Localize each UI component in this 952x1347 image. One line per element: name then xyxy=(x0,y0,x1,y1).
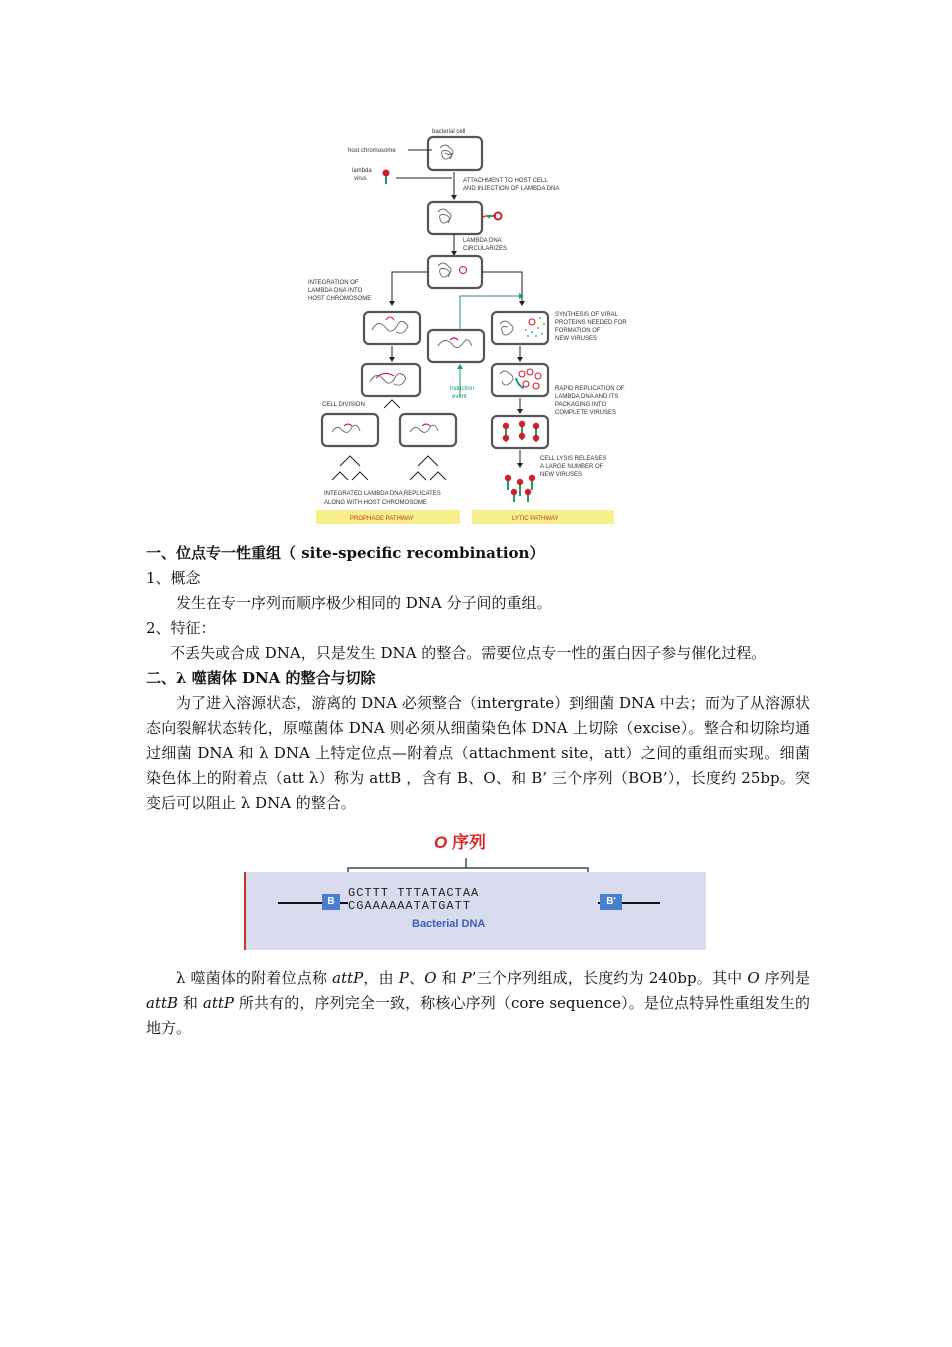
section1-item2-label: 2、特征： xyxy=(146,619,216,637)
label-cell-division: CELL DIVISION xyxy=(322,402,365,408)
label-replic-2: ALONG WITH HOST CHROMOSOME xyxy=(324,500,427,506)
label-induction-1: induction xyxy=(450,386,475,392)
s3-part1: λ 噬菌体的附着位点称 xyxy=(176,969,333,987)
bacterial-cell-3 xyxy=(428,256,482,288)
sequence-bottom-strand: CGAAAAAATATGATT xyxy=(348,899,472,913)
bacterial-cell-2 xyxy=(428,202,482,234)
label-lysis-2: A LARGE NUMBER OF xyxy=(540,464,604,470)
label-host-chromosome: host chromosome xyxy=(348,148,396,154)
label-synth-1: SYNTHESIS OF VIRAL xyxy=(555,312,619,318)
replication-tree-right xyxy=(410,456,446,480)
s3-part2: ，由 xyxy=(363,969,399,987)
injecting-phage-icon xyxy=(487,213,502,220)
lambda-virus-icon xyxy=(383,170,390,185)
label-integ-2: LAMBDA DNA INTO xyxy=(308,288,363,294)
o-sequence-figure xyxy=(244,828,704,950)
label-rapid-1: RAPID REPLICATION OF xyxy=(555,386,625,392)
label-attach-1: ATTACHMENT TO HOST CELL xyxy=(463,178,548,184)
label-replic-1: INTEGRATED LAMBDA DNA REPLICATES xyxy=(324,491,441,497)
sequence-block xyxy=(348,887,598,913)
label-circ-1: LAMBDA DNA xyxy=(463,238,502,244)
o-sequence-title-o: O xyxy=(434,833,448,852)
section1-item1-label: 1、概念 xyxy=(146,569,201,587)
o-sequence-title-rest: 序列 xyxy=(447,833,486,852)
s3-sep1: 、 xyxy=(408,969,425,987)
label-circ-2: CIRCULARIZES xyxy=(463,246,508,252)
s3-O: O xyxy=(424,969,437,987)
label-lysis-3: NEW VIRUSES xyxy=(540,472,583,478)
label-integ-1: INTEGRATION OF xyxy=(308,280,359,286)
label-rapid-2: LAMBDA DNA AND ITS xyxy=(555,394,619,400)
s3-attP: attP xyxy=(332,969,364,987)
induction-cell xyxy=(428,330,484,362)
label-bacterial-cell: bacterial cell xyxy=(432,129,466,135)
sequence-top-strand: GCTTT TTTATACTAA xyxy=(348,886,480,900)
label-lytic-pathway: LYTIC PATHWAY xyxy=(512,516,559,522)
lytic-cell-2 xyxy=(492,364,548,396)
s3-P2: P xyxy=(461,969,472,987)
label-synth-2: PROTEINS NEEDED FOR xyxy=(555,320,627,326)
label-rapid-4: COMPLETE VIRUSES xyxy=(555,410,617,416)
lambda-life-cycle-figure xyxy=(300,120,650,530)
s3-P: P xyxy=(398,969,409,987)
b-site-box: B xyxy=(322,894,340,910)
s3-O2: O xyxy=(747,969,760,987)
section3-paragraph xyxy=(146,966,810,1041)
label-lambda: lambda xyxy=(352,168,372,174)
b-prime-site-box: B' xyxy=(600,894,622,910)
s3-part3: ’三个序列组成，长度约为 240bp。其中 xyxy=(471,969,748,987)
lytic-cell-1 xyxy=(492,312,548,344)
section2-paragraph: 为了进入溶源状态，游离的 DNA 必须整合（intergrate）到细菌 DNA 中去；而为了从溶源状态向裂解状态转化，原噬菌体 DNA 则必须从细菌染色体 DNA 上切除（excise）。整合和切除均通过细菌 DNA 和 λ DNA 上特定位点—附着点（attachment site，att）之间的重组而实现。细菌染色体上的附着点（att λ）称为 attB ，含有 B、O、和 B’ 三个序列（BOB’），长度约 25bp。突变后可以阻止 λ DNA 的整合。 xyxy=(146,694,810,812)
label-attach-2: AND INJECTION OF LAMBDA DNA xyxy=(463,186,560,192)
section2-heading: 二、λ 噬菌体 DNA 的整合与切除 xyxy=(146,669,376,687)
bacterial-dna-caption: Bacterial DNA xyxy=(412,918,486,930)
bacterial-dna-panel xyxy=(244,872,706,950)
section1-item1-text: 发生在专一序列而顺序极少相同的 DNA 分子间的重组。 xyxy=(176,594,552,612)
prophage-cell-1 xyxy=(364,312,420,344)
bacterial-cell-1 xyxy=(428,137,482,170)
label-lysis-1: CELL LYSIS RELEASES xyxy=(540,456,607,462)
released-viruses-icons xyxy=(505,475,535,502)
s3-part5: 所共有的，序列完全一致，称核心序列（core sequence）。是位点特异性重组发生的地方。 xyxy=(146,994,810,1037)
s3-he: 和 xyxy=(436,969,462,987)
label-virus: virus xyxy=(354,176,367,182)
label-rapid-3: PACKAGING INTO xyxy=(555,402,607,408)
label-synth-3: FORMATION OF xyxy=(555,328,601,334)
s3-attB: attB xyxy=(146,994,179,1012)
section1-item2-text: 不丢失或合成 DNA，只是发生 DNA 的整合。需要位点专一性的蛋白因子参与催化过程。 xyxy=(170,644,767,662)
s3-attP2: attP xyxy=(202,994,235,1012)
label-synth-4: NEW VIRUSES xyxy=(555,336,598,342)
section1-heading: 一、位点专一性重组（ site-specific recombination） xyxy=(146,544,545,562)
label-integ-3: HOST CHROMOSOME xyxy=(308,296,372,302)
label-prophage-pathway: PROPHAGE PATHWAY xyxy=(350,516,414,522)
replication-tree-left xyxy=(332,456,368,480)
label-induction-2: event xyxy=(452,394,467,400)
s3-he2: 和 xyxy=(178,994,203,1012)
s3-part4: 序列是 xyxy=(759,969,810,987)
lytic-cell-3 xyxy=(492,416,548,448)
